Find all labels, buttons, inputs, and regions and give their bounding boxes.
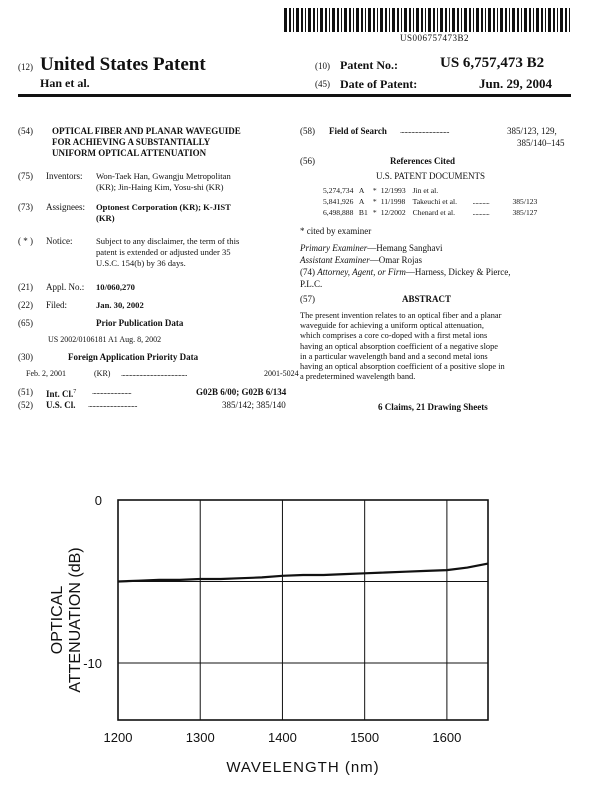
barcode-bar xyxy=(569,8,570,32)
reference-number: 6,498,888 xyxy=(323,208,354,217)
barcode-number: US006757473B2 xyxy=(400,33,470,43)
invention-title-line: OPTICAL FIBER AND PLANAR WAVEGUIDE xyxy=(52,126,241,136)
barcode-bar xyxy=(361,8,363,32)
barcode-bar xyxy=(440,8,443,32)
attorney xyxy=(300,267,511,278)
field-code-45: (45) xyxy=(315,79,330,89)
cited-by-examiner-note: * cited by examiner xyxy=(300,226,372,236)
filed-label: Filed: xyxy=(46,300,68,310)
field-of-search-label: Field of Search xyxy=(329,126,387,136)
document-title: United States Patent xyxy=(40,54,206,75)
foreign-priority-date: Feb. 2, 2001 xyxy=(26,369,66,378)
chart-tick-labels xyxy=(83,493,461,745)
attorney-label: Attorney, Agent, or Firm xyxy=(317,267,406,277)
int-cl-value-text: G02B 6/00; G02B 6/134 xyxy=(196,387,287,397)
field-of-search-leader: ................................... xyxy=(400,126,450,135)
barcode-bar xyxy=(380,8,383,32)
barcode-bar xyxy=(409,8,411,32)
barcode-bar xyxy=(505,8,507,32)
y-axis-label-line1: OPTICAL xyxy=(49,585,66,655)
field-code-30: (30) xyxy=(18,352,33,362)
notice-value xyxy=(96,236,306,269)
barcode-bar xyxy=(536,8,539,32)
barcode-bar xyxy=(529,8,531,32)
x-tick-label: 1200 xyxy=(103,730,133,745)
foreign-priority-leader: ............................................... xyxy=(121,369,187,378)
barcode-bar xyxy=(545,8,546,32)
notice-line: Subject to any disclaimer, the term of this xyxy=(96,236,240,246)
field-code-54: (54) xyxy=(18,126,33,136)
assignees-value xyxy=(96,202,306,224)
abstract-line: having an optical absorption coefficient of a negative slope xyxy=(300,341,498,351)
abstract-text xyxy=(300,311,572,382)
barcode-bar xyxy=(512,8,515,32)
patent-number-label: Patent No.: xyxy=(340,58,398,72)
barcode-bar xyxy=(289,8,291,32)
field-code-56: (56) xyxy=(300,156,315,166)
field-code-notice: ( * ) xyxy=(18,236,33,246)
barcode-bar xyxy=(377,8,378,32)
barcode-bar xyxy=(469,8,471,32)
barcode-bar xyxy=(500,8,503,32)
plot-frame xyxy=(118,500,488,720)
barcode-bar xyxy=(308,8,311,32)
barcode-bar xyxy=(560,8,563,32)
barcode-bar xyxy=(349,8,351,32)
x-tick-label: 1600 xyxy=(432,730,462,745)
barcode-bar xyxy=(449,8,450,32)
x-tick-label: 1500 xyxy=(350,730,380,745)
assignees-line: Optonest Corporation (KR); K-JIST xyxy=(96,202,231,212)
barcode-bar xyxy=(497,8,498,32)
barcode-bar xyxy=(524,8,527,32)
barcode-bar xyxy=(413,8,414,32)
barcode-bar xyxy=(488,8,491,32)
prior-publication-heading: Prior Publication Data xyxy=(96,318,184,328)
reference-row xyxy=(323,208,571,218)
barcode-bar xyxy=(341,8,342,32)
barcode-bar xyxy=(548,8,551,32)
inventors-short: Han et al. xyxy=(40,76,90,90)
foreign-priority-heading: Foreign Application Priority Data xyxy=(68,352,199,362)
abstract-line: having an optical absorption coefficient of a positive slope in xyxy=(300,362,505,372)
barcode-bar xyxy=(464,8,467,32)
barcode-bar xyxy=(404,8,407,32)
reference-leader: ............ xyxy=(472,197,490,206)
barcode-bar xyxy=(356,8,359,32)
barcode-bar xyxy=(397,8,399,32)
barcode-bar xyxy=(541,8,543,32)
assignees-label: Assignees: xyxy=(46,202,85,212)
attorney-name: —Harness, Dickey & Pierce, xyxy=(405,267,511,277)
reference-star: * xyxy=(372,197,377,206)
barcode-bar xyxy=(368,8,371,32)
barcode-bar xyxy=(317,8,318,32)
barcode-bar xyxy=(557,8,558,32)
primary-examiner xyxy=(300,243,442,254)
barcode-bar xyxy=(428,8,431,32)
field-code-57: (57) xyxy=(300,294,315,304)
notice-line: patent is extended or adjusted under 35 xyxy=(96,247,231,257)
inventors-label: Inventors: xyxy=(46,171,83,181)
abstract-line: a predetermined wavelength band. xyxy=(300,372,416,382)
barcode-bar xyxy=(365,8,366,32)
filed-value: Jan. 30, 2002 xyxy=(96,300,144,310)
y-axis-label-line2: ATTENUATION (dB) xyxy=(67,547,84,693)
barcode-bar xyxy=(332,8,335,32)
field-of-search-value-1: 385/123, 129, xyxy=(507,126,557,136)
barcode-bar xyxy=(301,8,303,32)
barcode-bar xyxy=(473,8,474,32)
foreign-priority-number: 2001-5024 xyxy=(264,369,299,378)
inventors-line: Won-Taek Han, Gwangju Metropolitan xyxy=(96,171,231,181)
barcode-bar xyxy=(337,8,339,32)
barcode-bar xyxy=(325,8,327,32)
barcode-bar xyxy=(433,8,435,32)
field-code-58: (58) xyxy=(300,126,315,136)
us-cl-leader: ................................... xyxy=(88,400,138,409)
barcode-bar xyxy=(533,8,534,32)
barcode-bar xyxy=(329,8,330,32)
x-axis-label: WAVELENGTH (nm) xyxy=(226,759,380,776)
field-code-12: (12) xyxy=(18,62,33,72)
notice-label: Notice: xyxy=(46,236,73,246)
appl-no-value: 10/060,270 xyxy=(96,282,135,292)
primary-examiner-name: —Hemang Sanghavi xyxy=(367,243,443,253)
int-cl-label xyxy=(46,387,76,400)
patent-number: US 6,757,473 B2 xyxy=(440,55,545,71)
chart-grid xyxy=(118,500,488,720)
barcode-bar xyxy=(485,8,486,32)
reference-kind: A xyxy=(358,197,365,206)
int-cl-value xyxy=(196,387,286,398)
y-tick-label: -10 xyxy=(83,655,102,671)
abstract-line: in a particular wavelength band and a second metal ions xyxy=(300,351,488,361)
barcode-bar xyxy=(457,8,459,32)
header-rule xyxy=(18,94,571,97)
abstract-heading: ABSTRACT xyxy=(402,294,452,304)
reference-star: * xyxy=(372,186,377,195)
barcode-bar xyxy=(320,8,323,32)
barcode-bar xyxy=(373,8,375,32)
reference-kind: B1 xyxy=(358,208,368,217)
abstract-line: The present invention relates to an optical fiber and a planar xyxy=(300,311,502,320)
attenuation-chart xyxy=(0,470,589,796)
abstract-line: which comprises a core co-doped with a first metal ions xyxy=(300,331,488,341)
date-of-patent: Jun. 29, 2004 xyxy=(479,76,552,91)
barcode-bar xyxy=(421,8,423,32)
int-cl-leader: ............................ xyxy=(92,387,132,396)
chart-series xyxy=(118,564,488,582)
reference-kind: A xyxy=(358,186,365,195)
us-cl-value: 385/142; 385/140 xyxy=(222,400,286,410)
barcode xyxy=(284,8,574,34)
invention-title-line: UNIFORM OPTICAL ATTENUATION xyxy=(52,148,207,158)
barcode-bar xyxy=(437,8,438,32)
barcode-bar xyxy=(353,8,354,32)
barcode-bar xyxy=(416,8,419,32)
barcode-bar xyxy=(517,8,519,32)
barcode-bar xyxy=(344,8,347,32)
barcode-bar xyxy=(293,8,294,32)
reference-date: 12/1993 xyxy=(380,186,406,195)
us-cl-label: U.S. Cl. xyxy=(46,400,76,410)
x-tick-label: 1400 xyxy=(267,730,297,745)
inventors-line: (KR); Jin-Haing Kim, Yosu-shi (KR) xyxy=(96,182,224,192)
foreign-priority-country: (KR) xyxy=(94,369,111,378)
barcode-bar xyxy=(385,8,387,32)
barcode-bar xyxy=(565,8,567,32)
barcode-bar xyxy=(481,8,483,32)
references-heading: References Cited xyxy=(390,156,456,166)
date-of-patent-label: Date of Patent: xyxy=(340,77,418,91)
int-cl-superscript: 7 xyxy=(73,389,77,395)
barcode-bar xyxy=(401,8,402,32)
field-code-73: (73) xyxy=(18,202,33,212)
barcode-bar xyxy=(476,8,479,32)
barcode-bar xyxy=(493,8,495,32)
attorney-name-continued: P.L.C. xyxy=(300,279,323,289)
barcode-bar xyxy=(452,8,455,32)
reference-star: * xyxy=(372,208,377,217)
abstract-line: waveguide for achieving a uniform optical attenuation, xyxy=(300,321,484,331)
reference-date: 11/1998 xyxy=(380,197,406,206)
field-of-search-value-2: 385/140–145 xyxy=(517,138,565,148)
field-code-75: (75) xyxy=(18,171,33,181)
assistant-examiner-label: Assistant Examiner xyxy=(300,255,370,265)
field-code-21: (21) xyxy=(18,282,33,292)
reference-name: Chenard et al. xyxy=(412,208,456,217)
barcode-bar xyxy=(296,8,299,32)
appl-no-label: Appl. No.: xyxy=(46,282,85,292)
us-patent-documents-heading: U.S. PATENT DOCUMENTS xyxy=(376,171,486,181)
field-code-22: (22) xyxy=(18,300,33,310)
field-code-51: (51) xyxy=(18,387,33,397)
y-tick-label: 0 xyxy=(94,493,102,508)
barcode-bar xyxy=(521,8,522,32)
field-code-74: (74) xyxy=(300,267,315,277)
reference-leader: ............ xyxy=(472,208,490,217)
reference-row xyxy=(323,197,571,207)
barcode-bar xyxy=(389,8,390,32)
barcode-bar xyxy=(461,8,462,32)
invention-title xyxy=(52,126,302,159)
notice-line: U.S.C. 154(b) by 36 days. xyxy=(96,258,186,268)
x-tick-label: 1300 xyxy=(185,730,215,745)
claims-summary: 6 Claims, 21 Drawing Sheets xyxy=(378,402,488,412)
barcode-bar xyxy=(392,8,395,32)
primary-examiner-label: Primary Examiner xyxy=(300,243,368,253)
barcode-bar xyxy=(509,8,510,32)
field-code-65: (65) xyxy=(18,318,33,328)
barcode-bar xyxy=(284,8,287,32)
prior-publication-text: US 2002/0106181 A1 Aug. 8, 2002 xyxy=(48,335,162,344)
barcode-bar xyxy=(445,8,447,32)
reference-class: 385/127 xyxy=(512,208,538,217)
barcode-bar xyxy=(313,8,315,32)
reference-row xyxy=(323,186,571,196)
reference-number: 5,274,734 xyxy=(323,186,354,195)
assistant-examiner-name: —Omar Rojas xyxy=(369,255,422,265)
barcode-bar xyxy=(425,8,426,32)
barcode-bar xyxy=(305,8,306,32)
invention-title-line: FOR ACHIEVING A SUBSTANTIALLY xyxy=(52,137,211,147)
reference-class: 385/123 xyxy=(512,197,538,206)
reference-number: 5,841,926 xyxy=(323,197,354,206)
field-code-10: (10) xyxy=(315,61,330,71)
reference-date: 12/2002 xyxy=(380,208,406,217)
series-line xyxy=(118,564,488,582)
assignees-line: (KR) xyxy=(96,213,115,223)
barcode-bar xyxy=(553,8,555,32)
assistant-examiner xyxy=(300,255,422,266)
field-code-52: (52) xyxy=(18,400,33,410)
int-cl-label-text: Int. Cl. xyxy=(46,389,74,399)
reference-name: Jin et al. xyxy=(412,186,439,195)
reference-name: Takeuchi et al. xyxy=(412,197,458,206)
inventors-value xyxy=(96,171,306,193)
